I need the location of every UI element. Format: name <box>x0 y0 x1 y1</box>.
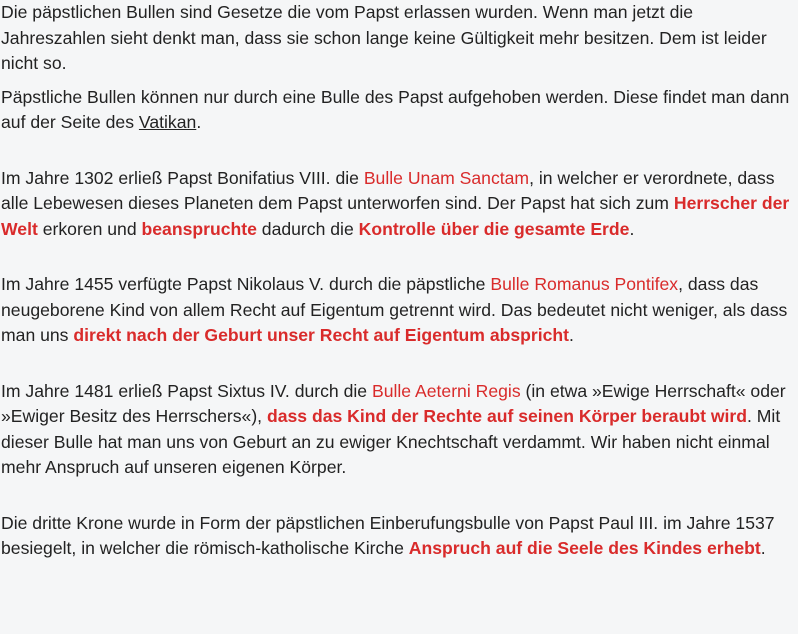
highlight-bulle-unam-sanctam: Bulle Unam Sanctam <box>363 167 530 188</box>
paragraph-aeterni-regis <box>1 379 798 481</box>
paragraph-vatican <box>1 85 798 136</box>
text-segment: Im Jahre 1455 verfügte Papst Nikolaus V. durch die päpstliche <box>1 274 491 294</box>
highlight-herrscher-der-welt: Herrscher der Welt <box>1 193 790 239</box>
paragraph-romanus-pontifex <box>1 272 798 349</box>
text-segment: Die dritte Krone wurde in Form der päpstlichen Einberufungsbulle von Papst Paul III. im Jahre 1537 besiegelt, in welcher die römisch-katholische Kirche <box>1 512 775 558</box>
paragraph-intro-text: Die päpstlichen Bullen sind Gesetze die vom Papst erlassen wurden. Wenn man jetzt die Jahreszahlen sieht denkt man, dass sie schon lange keine Gültigkeit mehr besitzen. Dem ist leider nicht so. <box>1 2 767 73</box>
text-segment: , dass das neugeborene Kind von allem Recht auf Eigentum getrennt wird. Das bedeutet nicht weniger, als dass man uns <box>1 274 788 345</box>
paragraph-vatican-text: Päpstliche Bullen können nur durch eine Bulle des Papst aufgehoben werden. Diese findet man dann auf der Seite des <box>1 86 790 132</box>
text-segment: dadurch die <box>256 218 359 239</box>
text-segment: . <box>760 538 766 558</box>
text-segment: , in welcher er verordnete, dass alle Lebewesen dieses Planeten dem Papst unterworfen sind. Der Papst hat sich zum <box>1 167 775 213</box>
paragraph-dritte-krone <box>1 511 798 562</box>
highlight-bulle-aeterni-regis: Bulle Aeterni Regis <box>371 380 521 401</box>
paragraph-intro <box>1 0 798 77</box>
text-segment: erkoren und <box>37 218 142 239</box>
text-segment: (in etwa »Ewige Herrschaft« oder »Ewiger Besitz des Herrschers«), <box>1 380 786 426</box>
highlight-koerper: dass das Kind der Rechte auf seinen Körper beraubt wird <box>266 406 747 426</box>
vatikan-link[interactable]: Vatikan <box>138 112 197 132</box>
highlight-kontrolle: Kontrolle über die gesamte Erde <box>358 218 630 239</box>
paragraph-vatican-end: . <box>196 112 202 132</box>
paragraph-unam-sanctam <box>1 166 798 243</box>
highlight-bulle-romanus-pontifex: Bulle Romanus Pontifex <box>490 274 679 294</box>
text-segment: . Mit dieser Bulle hat man uns von Geburt an zu ewiger Knechtschaft verdammt. Wir haben nicht einmal mehr Anspruch auf unseren eigenen Körper. <box>1 406 781 477</box>
highlight-eigentum: direkt nach der Geburt unser Recht auf Eigentum abspricht <box>73 325 570 345</box>
highlight-beanspruchte: beanspruchte <box>141 218 257 239</box>
text-segment: . <box>569 325 574 345</box>
text-segment: . <box>629 218 635 239</box>
text-segment: Im Jahre 1302 erließ Papst Bonifatius VIII. die <box>1 167 364 188</box>
highlight-seele: Anspruch auf die Seele des Kindes erhebt <box>408 538 761 558</box>
text-segment: Im Jahre 1481 erließ Papst Sixtus IV. durch die <box>1 380 372 401</box>
